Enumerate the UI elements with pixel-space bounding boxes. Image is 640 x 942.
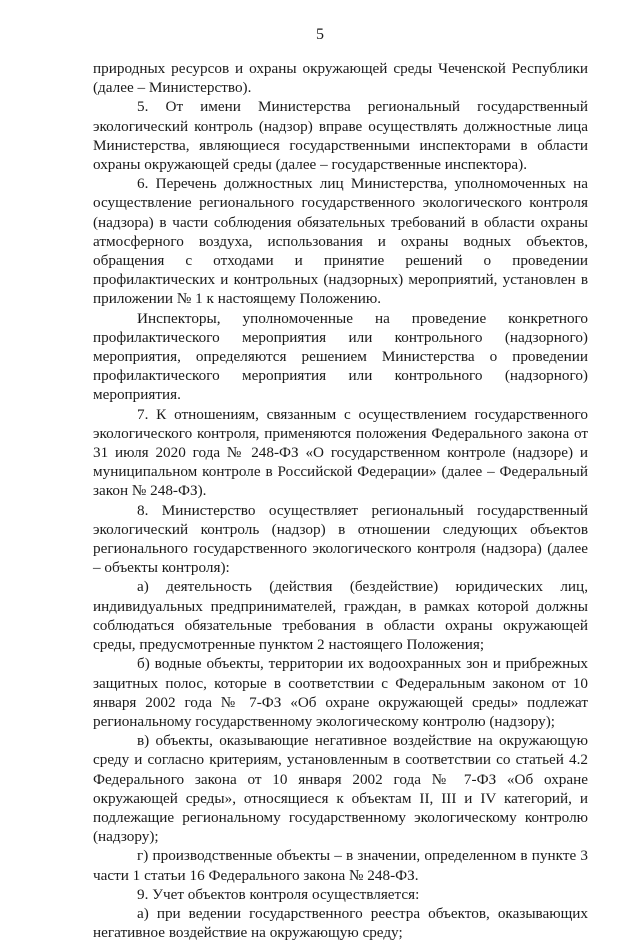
paragraph-item-7: 7. К отношениям, связанным с осуществлением государственного экологического контроля, применяются положения Федерального закона от 31 июля 2020 года № 248-ФЗ «О государственном контроле (надзоре) и муниципальном контроле в Российской Федерации» (далее – Федеральный закон № 248-ФЗ). <box>93 405 588 500</box>
paragraph-continuation: природных ресурсов и охраны окружающей среды Чеченской Республики (далее – Министерство). <box>93 60 588 97</box>
page-number: 5 <box>316 26 324 43</box>
paragraph-item-8a: а) деятельность (действия (бездействие) юридических лиц, индивидуальных предпринимателей, граждан, в рамках которой должны соблюдаться обязательные требования в области охраны окружающей среды, предусмотренные пунктом 2 настоящего Положения; <box>93 578 588 654</box>
paragraph-item-9: 9. Учет объектов контроля осуществляется: <box>137 885 420 903</box>
paragraph-item-8v: в) объекты, оказывающие негативное воздействие на окружающую среду и согласно критериям, установленным в соответствии со статьей 4.2 Федерального закона от 10 января 2002 года № 7-ФЗ «Об охране окружающей среды», относящиеся к объектам II, III и IV категорий, и подлежащие региональному государственному экологическому контролю (надзору); <box>93 732 588 846</box>
paragraph-inspectors: Инспекторы, уполномоченные на проведение конкретного профилактического мероприятия или контрольного (надзорного) мероприятия, определяются решением Министерства о проведении профилактического мероприятия или контрольного (надзорного) мероприятия. <box>93 309 588 404</box>
paragraph-item-8: 8. Министерство осуществляет региональный государственный экологический контроль (надзор) в отношении следующих объектов регионального государственного экологического контроля (надзора) (далее – объекты контроля): <box>93 501 588 577</box>
paragraph-item-9a: а) при ведении государственного реестра объектов, оказывающих негативное воздействие на окружающую среду; <box>93 904 588 942</box>
document-body <box>93 59 588 942</box>
paragraph-item-8g: г) производственные объекты – в значении, определенном в пункте 3 части 1 статьи 16 Федерального закона № 248-ФЗ. <box>93 847 588 884</box>
paragraph-item-5: 5. От имени Министерства региональный государственный экологический контроль (надзор) вправе осуществлять должностные лица Министерства, являющиеся государственными инспекторами в области охраны окружающей среды (далее – государственные инспектора). <box>93 98 588 174</box>
paragraph-item-6: 6. Перечень должностных лиц Министерства, уполномоченных на осуществление регионального государственного экологического контроля (надзора) в части соблюдения обязательных требований в области охраны атмосферного воздуха, использования и охраны водных объектов, обращения с отходами и принятие решений о проведении профилактических и контрольных (надзорных) мероприятий, установлен в приложении № 1 к настоящему Положению. <box>93 175 588 308</box>
paragraph-item-8b: б) водные объекты, территории их водоохранных зон и прибрежных защитных полос, которые в соответствии с Федеральным законом от 10 января 2002 года № 7-ФЗ «Об охране окружающей среды» подлежат региональному государственному экологическому контролю (надзору); <box>93 655 588 730</box>
